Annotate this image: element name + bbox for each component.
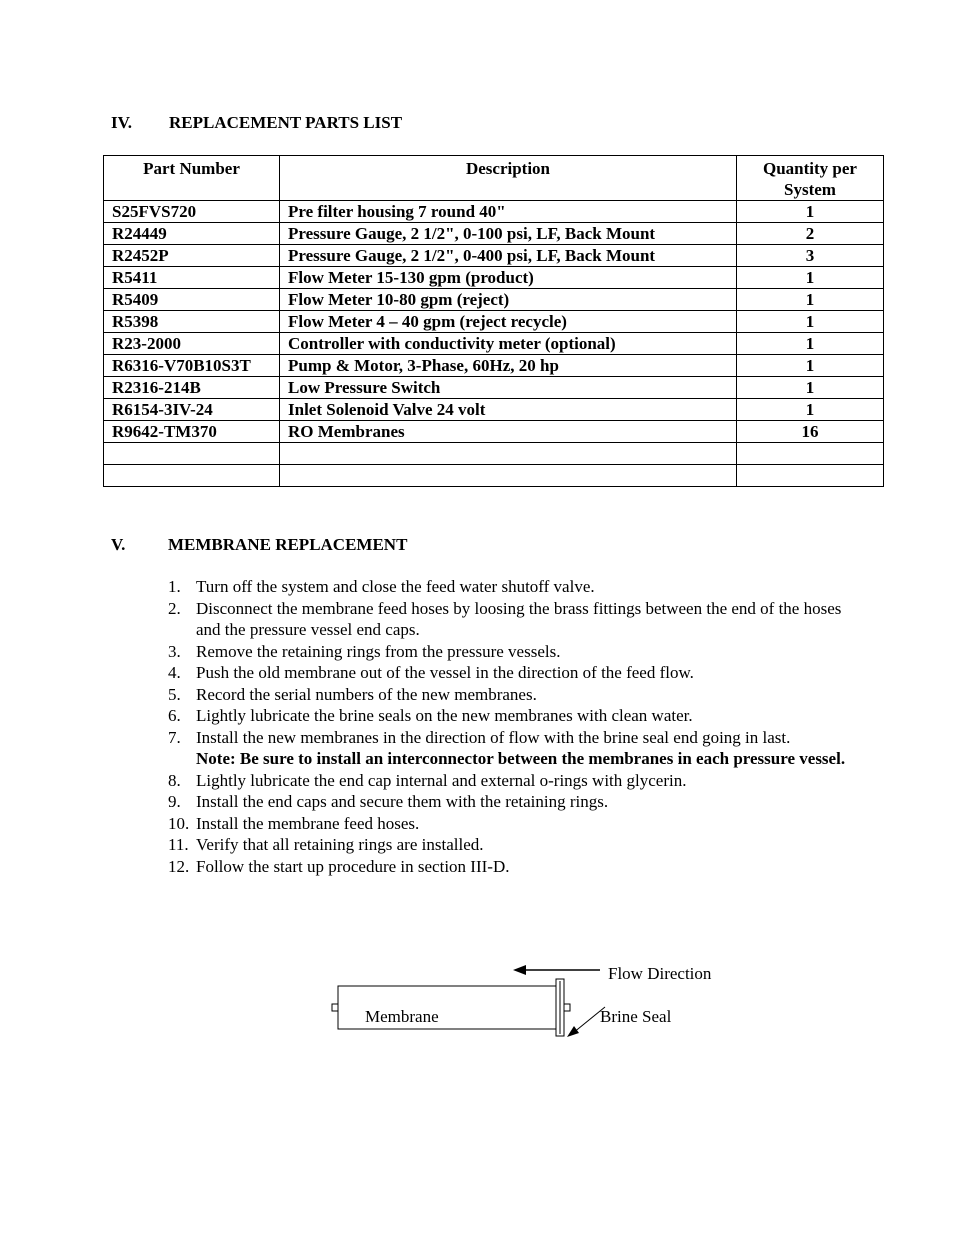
step-item [168,576,848,598]
cell-quantity [737,443,884,465]
cell-description: Pump & Motor, 3-Phase, 60Hz, 20 hp [280,355,737,377]
step-text: Remove the retaining rings from the pressure vessels. [196,641,561,661]
cell-description: Pre filter housing 7 round 40" [280,201,737,223]
cell-description [280,443,737,465]
step-text: Verify that all retaining rings are installed. [196,835,484,854]
cell-quantity [737,465,884,487]
step-item [168,598,848,641]
step-number: 1. [168,577,181,596]
cell-description: Pressure Gauge, 2 1/2", 0-400 psi, LF, Back Mount [280,245,737,267]
table-header-row [104,156,884,201]
section-5-number: V. [111,535,126,554]
section-5-title: MEMBRANE REPLACEMENT [168,535,408,554]
step-number: 5. [168,684,181,704]
step-item [168,705,848,727]
step-item [168,684,848,706]
step-item [168,770,848,792]
cell-quantity: 16 [737,421,884,443]
table-row [104,289,884,311]
table-row [104,421,884,443]
cell-part-number: R2452P [104,245,280,267]
step-number: 12. [168,856,190,876]
cell-quantity: 1 [737,377,884,399]
cell-quantity: 3 [737,245,884,267]
table-row [104,311,884,333]
section-4-number: IV. [111,113,132,132]
cell-quantity: 1 [737,355,884,377]
step-text: Lightly lubricate the brine seals on the new membranes with clean water. [196,706,693,725]
step-number: 4. [168,663,181,682]
cell-part-number: R9642-TM370 [104,421,280,443]
cell-part-number [104,443,280,465]
brine-seal-label: Brine Seal [600,1007,672,1026]
step-item [168,727,848,770]
cell-quantity: 1 [737,267,884,289]
step-text: Lightly lubricate the end cap internal and external o-rings with glycerin. [196,770,687,790]
step-number: 11. [168,835,189,854]
step-text: Turn off the system and close the feed water shutoff valve. [196,577,595,596]
step-text: Push the old membrane out of the vessel in the direction of the feed flow. [196,663,694,682]
step-item [168,813,848,835]
cell-description: Controller with conductivity meter (optional) [280,333,737,355]
cell-part-number: R5398 [104,311,280,333]
table-row [104,399,884,421]
cell-part-number: R23-2000 [104,333,280,355]
step-number: 10. [168,813,190,833]
header-part-number: Part Number [104,156,280,201]
header-description: Description [280,156,737,201]
table-row [104,443,884,465]
step-text: Disconnect the membrane feed hoses by loosing the brass fittings between the end of the hoses and the pressure vessel end caps. [196,598,842,639]
step-item [168,641,848,663]
step-number: 7. [168,727,181,747]
step-item [168,834,848,856]
cell-description [280,465,737,487]
cell-description: Low Pressure Switch [280,377,737,399]
cell-part-number: R24449 [104,223,280,245]
cell-part-number: R5409 [104,289,280,311]
step-note: Note: Be sure to install an interconnector between the membranes in each pressure vessel. [196,749,846,768]
table-row [104,245,884,267]
step-text: Install the end caps and secure them with the retaining rings. [196,792,609,811]
parts-table [103,155,884,487]
cell-quantity: 1 [737,399,884,421]
cell-quantity: 1 [737,289,884,311]
flow-direction-label: Flow Direction [608,964,712,983]
step-text: Install the new membranes in the direction of flow with the brine seal end going in last. [196,727,791,747]
step-text: Install the membrane feed hoses. [196,813,420,833]
table-row [104,223,884,245]
cell-part-number: R2316-214B [104,377,280,399]
step-number: 8. [168,770,181,790]
step-text: Follow the start up procedure in section III-D. [196,856,510,876]
membrane-replacement-steps [168,576,848,877]
step-number: 3. [168,641,181,661]
cell-description: Pressure Gauge, 2 1/2", 0-100 psi, LF, Back Mount [280,223,737,245]
cell-part-number: R6154-3IV-24 [104,399,280,421]
table-row [104,333,884,355]
cell-part-number [104,465,280,487]
section-4-title: REPLACEMENT PARTS LIST [169,113,403,132]
step-text: Record the serial numbers of the new membranes. [196,684,537,704]
membrane-left-connector [332,1004,338,1011]
membrane-right-connector [564,1004,570,1011]
cell-description: Flow Meter 15-130 gpm (product) [280,267,737,289]
cell-part-number: R6316-V70B10S3T [104,355,280,377]
step-item [168,856,848,878]
cell-quantity: 1 [737,311,884,333]
table-row [104,267,884,289]
step-item [168,662,848,684]
cell-quantity: 2 [737,223,884,245]
table-row [104,377,884,399]
flow-arrow-head [513,965,526,975]
cell-description: Inlet Solenoid Valve 24 volt [280,399,737,421]
cell-description: Flow Meter 4 – 40 gpm (reject recycle) [280,311,737,333]
cell-quantity: 1 [737,201,884,223]
step-number: 2. [168,598,181,618]
cell-description: Flow Meter 10-80 gpm (reject) [280,289,737,311]
cell-quantity: 1 [737,333,884,355]
step-number: 6. [168,706,181,725]
step-item [168,791,848,813]
table-row [104,355,884,377]
table-row [104,201,884,223]
table-row [104,465,884,487]
cell-description: RO Membranes [280,421,737,443]
header-quantity: Quantity per System [737,156,884,201]
step-number: 9. [168,792,181,811]
membrane-label: Membrane [365,1007,439,1026]
cell-part-number: R5411 [104,267,280,289]
cell-part-number: S25FVS720 [104,201,280,223]
